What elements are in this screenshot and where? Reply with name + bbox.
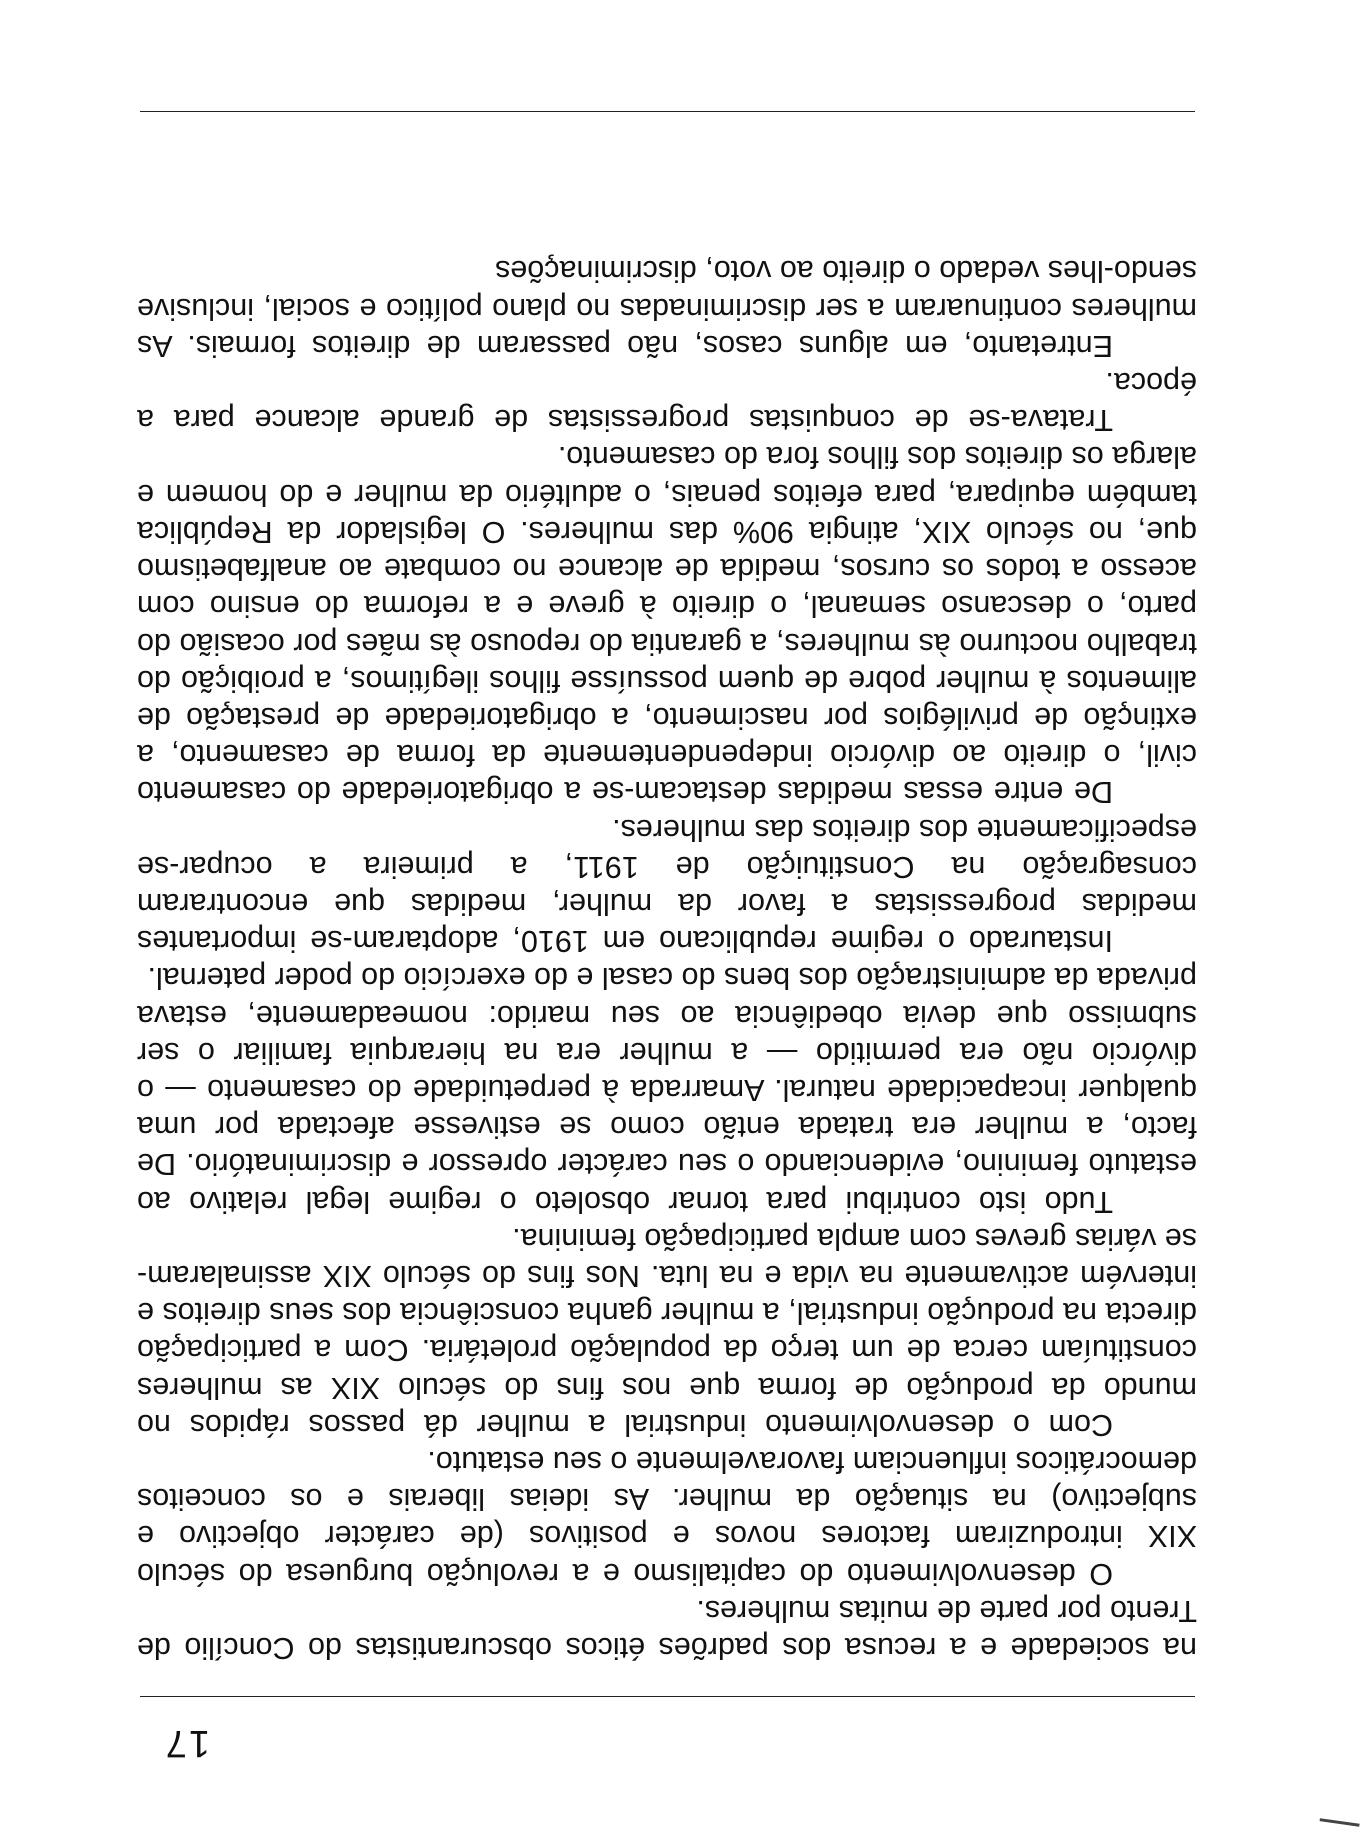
body-text (137, 252, 1197, 1666)
header-rule (140, 1696, 1195, 1697)
paragraph: O desenvolvimento do capitalismo e a revolução burguesa do século XIX introduziram factores novos e positivos (de carácter objectivo e subjectivo) na situação da mulher. As ideias liberais e os conceitos democráticos influenciam favoravelmente o seu estatuto. (137, 1444, 1197, 1591)
scan-mark (1320, 1812, 1360, 1826)
paragraph: Entretanto, em alguns casos, não passaram de direitos formais. As mulheres continuaram a ser discriminadas no plano político e social, inclusive sendo-lhes vedado o direito ao voto, discriminações (137, 254, 1197, 363)
paragraph: Tratava-se de conquistas progressistas de grande alcance para a época. (137, 366, 1197, 438)
footer-rule (140, 111, 1195, 112)
paragraph: Instaurado o regime republicano em 1910, adoptaram-se importantes medidas progressistas a favor da mulher, medidas que encontraram consagração na Constituição de 1911, a primeira a ocupar-se especificamente dos direitos das mulheres. (137, 812, 1197, 959)
paragraph: Tudo isto contribui para tornar obsoleto o regime legal relativo ao estatuto feminino, evidenciando o seu carácter opressor e discriminatório. De facto, a mulher era tratada então como se estivesse afectada por uma qualquer incapacidade natural. Amarrada à perpetuidade do casamento — o divórcio não era permitido — a mulher era na hierarquia familiar o ser submisso que devia obediência ao seu marido: nomeadamente, estava privada da administração dos bens do casal e do exercício do poder paternal. (137, 961, 1197, 1219)
paragraph: De entre essas medidas destacam-se a obrigatoriedade do casamento civil, o direito ao divórcio independentemente da forma de casamento, a extinção de privilégios por nascimento, a obrigatoriedade de prestação de alimentos à mulher pobre de quem possuísse filhos ilegítimos, a proibição do trabalho nocturno às mulheres, a garantia do repouso às mães por ocasião do parto, o descanso semanal, o direito à greve e a reforma do ensino com acesso a todos os cursos, medida de alcance no combate ao analfabetismo que, no século XIX, atingia 90% das mulheres. O legislador da República também equipara, para efeitos penais, o adultério da mulher e do homem e alarga os direitos dos filhos fora do casamento. (137, 440, 1197, 810)
paragraph: Com o desenvolvimento industrial a mulher dá passos rápidos no mundo da produção de forma que nos fins do século XIX as mulheres constituíam cerca de um terço da população proletária. Com a participação directa na produção industrial, a mulher ganha consciência dos seus direitos e intervém activamente na vida e na luta. Nos fins do século XIX assinalaram-se várias greves com ampla participação feminina. (137, 1221, 1197, 1442)
page-number: 17 (163, 1722, 210, 1764)
paragraph: na sociedade e a recusa dos padrões éticos obscurantistas do Concílio de Trento por parte de muitas mulheres. (137, 1593, 1197, 1665)
